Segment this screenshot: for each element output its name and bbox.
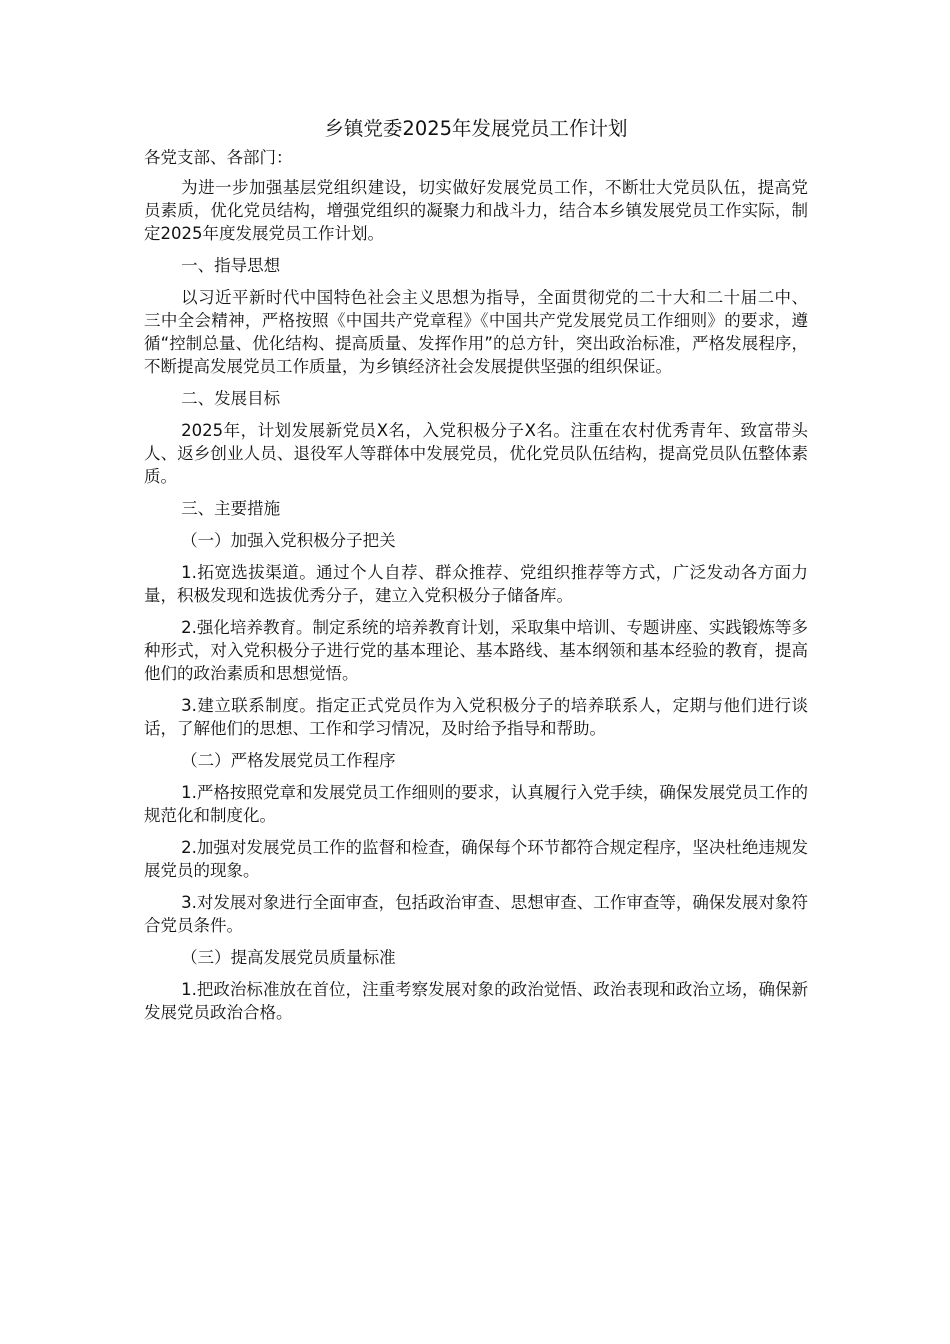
- salutation: 各党支部、各部门：: [144, 148, 293, 167]
- document-page: [144, 115, 808, 1033]
- list-item: 1.拓宽选拔渠道。通过个人自荐、群众推荐、党组织推荐等方式，广泛发动各方面力量，积极发现和选拔优秀分子，建立入党积极分子储备库。: [144, 563, 808, 605]
- goals-paragraph: 2025年，计划发展新党员X名，入党积极分子X名。注重在农村优秀青年、致富带头人、返乡创业人员、退役军人等群体中发展党员，优化党员队伍结构，提高党员队伍整体素质。: [144, 421, 808, 486]
- document-title: 乡镇党委2025年发展党员工作计划: [324, 117, 628, 140]
- subsection-heading-activists: （一）加强入党积极分子把关: [181, 531, 396, 550]
- list-item: 2.加强对发展党员工作的监督和检查，确保每个环节都符合规定程序，坚决杜绝违规发展党员的现象。: [144, 838, 808, 880]
- section-heading-measures: 三、主要措施: [181, 499, 281, 518]
- list-item: 3.对发展对象进行全面审查，包括政治审查、思想审查、工作审查等，确保发展对象符合党员条件。: [144, 893, 808, 935]
- list-item: 2.强化培养教育。制定系统的培养教育计划，采取集中培训、专题讲座、实践锻炼等多种形式，对入党积极分子进行党的基本理论、基本路线、基本纲领和基本经验的教育，提高他们的政治素质和思想觉悟。: [144, 618, 808, 683]
- section-heading-goals: 二、发展目标: [181, 389, 281, 408]
- intro-paragraph: 为进一步加强基层党组织建设，切实做好发展党员工作，不断壮大党员队伍，提高党员素质，优化党员结构，增强党组织的凝聚力和战斗力，结合本乡镇发展党员工作实际，制定2025年度发展党员工作计划。: [144, 178, 808, 243]
- section-heading-guiding-ideology: 一、指导思想: [181, 256, 281, 275]
- list-item: 1.严格按照党章和发展党员工作细则的要求，认真履行入党手续，确保发展党员工作的规范化和制度化。: [144, 783, 808, 825]
- list-item: 3.建立联系制度。指定正式党员作为入党积极分子的培养联系人，定期与他们进行谈话，了解他们的思想、工作和学习情况，及时给予指导和帮助。: [144, 696, 808, 738]
- subsection-heading-procedure: （二）严格发展党员工作程序: [181, 751, 396, 770]
- list-item: 1.把政治标准放在首位，注重考察发展对象的政治觉悟、政治表现和政治立场，确保新发展党员政治合格。: [144, 980, 808, 1022]
- guiding-ideology-paragraph: 以习近平新时代中国特色社会主义思想为指导，全面贯彻党的二十大和二十届二中、三中全会精神，严格按照《中国共产党章程》《中国共产党发展党员工作细则》的要求，遵循“控制总量、优化结构、提高质量、发挥作用”的总方针，突出政治标准，严格发展程序，不断提高发展党员工作质量，为乡镇经济社会发展提供坚强的组织保证。: [144, 288, 808, 376]
- subsection-heading-quality: （三）提高发展党员质量标准: [181, 948, 396, 967]
